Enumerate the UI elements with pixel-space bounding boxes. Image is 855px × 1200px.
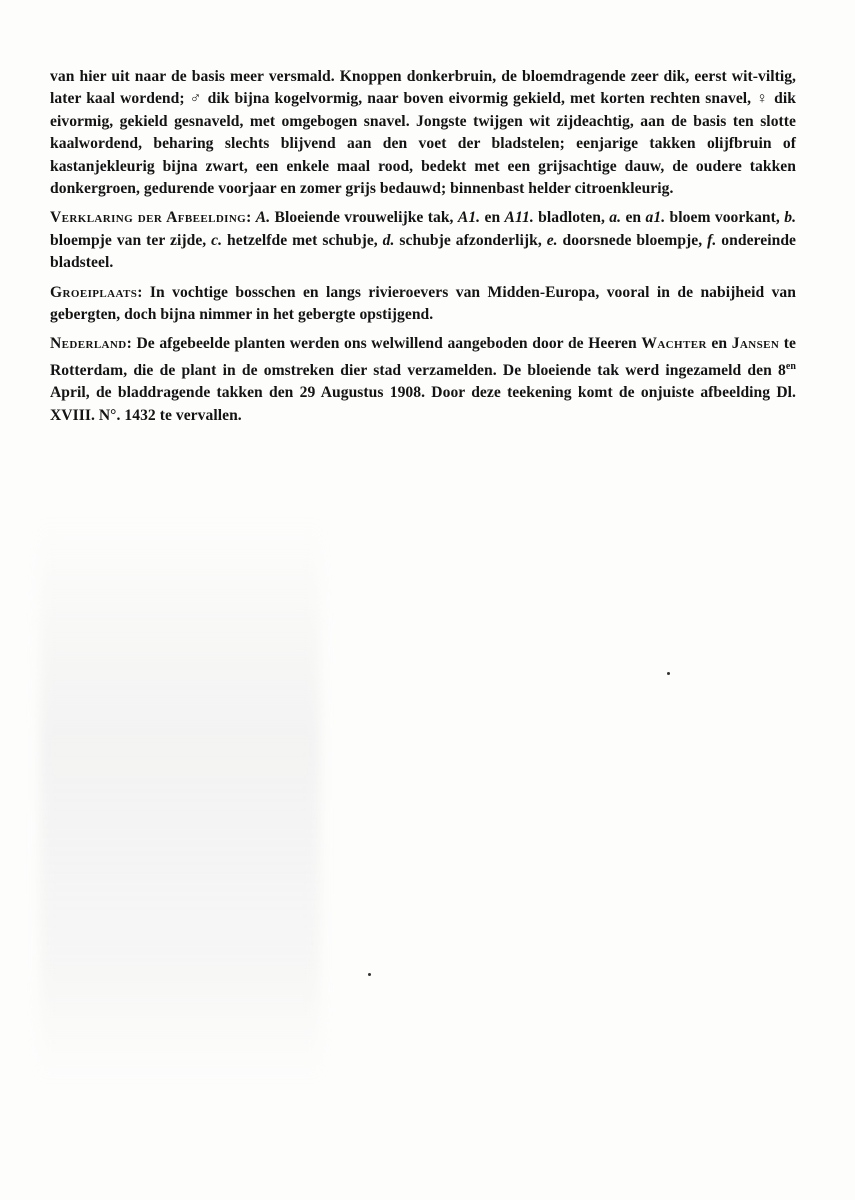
person-name: Wachter	[641, 335, 707, 353]
figure-label: b.	[784, 209, 797, 227]
netherlands-paragraph: Nederland: De afgebeelde planten werden ons welwillend aangeboden door de Heeren Wachter en Jansen te Rotterdam, die de plant in de omstreken dier stad verzamelden. De bloeiende tak werd ingezameld den $8^{en}$ April, de bladdragende takken den 29 Augustus 1908. Door deze teekening komt de onjuiste afbeelding Dl. XVIII. N°. 1432 te vervallen.	[50, 335, 796, 424]
figure-label: e.	[546, 231, 558, 249]
figure-label: c.	[211, 231, 223, 249]
figure-label: A1.	[457, 209, 481, 227]
netherlands-heading: Nederland	[50, 335, 127, 353]
person-name: Jansen	[731, 335, 780, 353]
figure-label: A.	[255, 209, 271, 227]
figure-explanation-paragraph: Verklaring der Afbeelding: A. Bloeiende vrouwelijke tak, A1. en A11. bladloten, a. en a1. bloem voorkant, b. bloempje van ter zijde, c. hetzelfde met schubje, d. schubje afzonderlijk, e. doorsnede bloempje, f. ondereinde bladsteel.	[50, 209, 797, 272]
print-speck	[368, 973, 371, 976]
superscript-en: en	[785, 360, 796, 372]
description-paragraph: van hier uit naar de basis meer versmald. Knoppen donkerbruin, de bloemdragende zeer dik, eerst wit-viltig, later kaal wordend; ♂ dik bijna kogelvormig, naar boven eivormig gekield, met korten rechten snavel, ♀ dik eivormig, gekield gesnaveld, met omgebogen snavel. Jongste twijgen wit zijdeachtig, aan de basis ten slotte kaalwordend, beharing slechts blijvend aan den voet der bladstelen; eenjarige takken olijfbruin of kastanjekleurig bijna zwart, een enkele maal rood, bedekt met een grijsachtige dauw, de oudere takken donkergroen, gedurende voorjaar en zomer grijs bedauwd; binnenbast helder citroenkleurig.	[50, 68, 796, 198]
habitat-paragraph: Groeiplaats: In vochtige bosschen en langs rivieroevers van Midden-Europa, vooral in de nabijheid van gebergten, doch bijna nimmer in het gebergte opstijgend.	[50, 283, 796, 324]
figure-explanation-heading: Verklaring der Afbeelding	[50, 209, 247, 227]
figure-label: d.	[382, 231, 395, 249]
habitat-heading: Groeiplaats	[50, 283, 138, 301]
figure-label: a.	[609, 209, 622, 227]
document-body	[50, 66, 796, 434]
print-speck	[667, 672, 670, 675]
bleed-through-shadow	[40, 520, 320, 1080]
figure-label: a1.	[645, 209, 666, 227]
figure-label: f.	[707, 231, 717, 249]
habitat-text: In vochtige bosschen en langs rivieroevers van Midden-Europa, vooral in de nabijheid van gebergten, doch bijna nimmer in het gebergte opstijgend.	[50, 283, 796, 324]
figure-label: A11.	[504, 209, 534, 227]
